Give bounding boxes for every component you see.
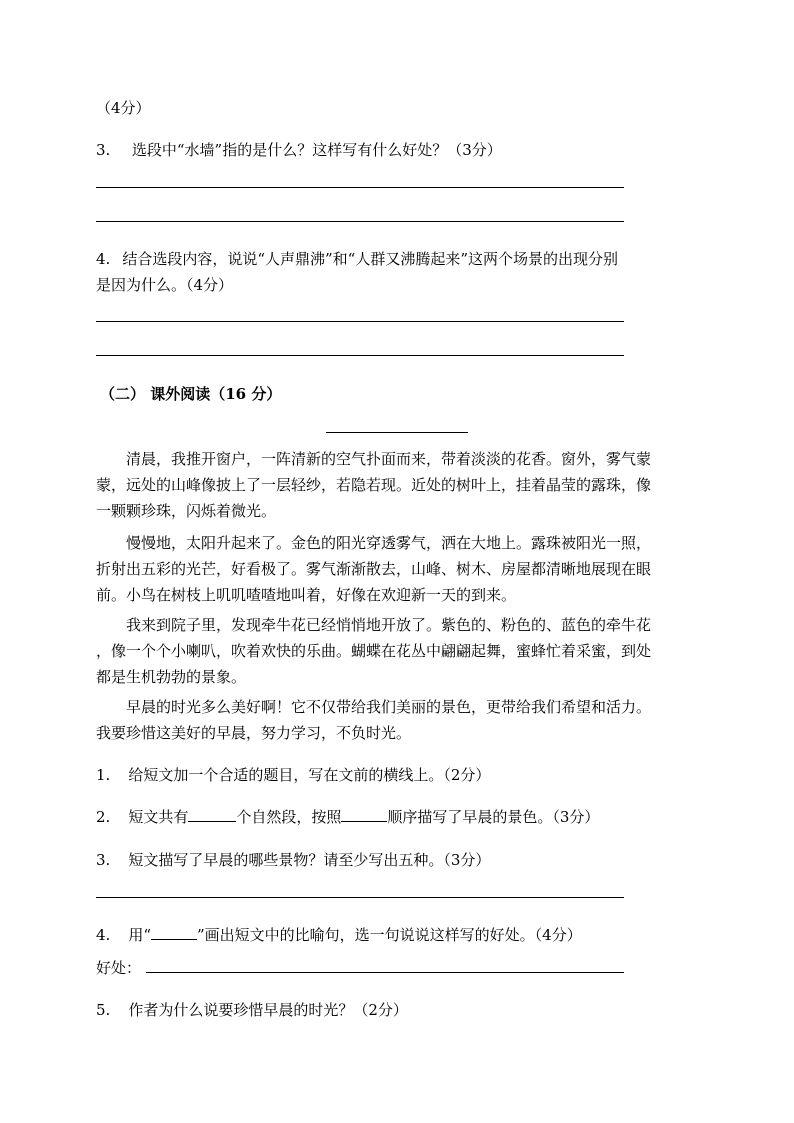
passage-line: 早晨的时光多么美好啊！它不仅带给我们美丽的景色，更带给我们希望和活力。 [126,698,652,716]
fill-blank-order[interactable] [341,806,387,822]
prev-question-score: （4分） [96,99,151,117]
answer-line[interactable] [96,321,624,322]
answer-line[interactable] [96,221,624,222]
passage-line: 清晨，我推开窗户，一阵清新的空气扑面而来，带着淡淡的花香。窗外，雾气蒙 [126,450,652,468]
question-text: 给短文加一个合适的题目，写在文前的横线上。（2分） [128,766,491,784]
passage-line: 我要珍惜这美好的早晨，努力学习，不负时光。 [96,724,412,742]
passage-line: 都是生机勃勃的景象。 [96,668,247,686]
reading-question-5 [96,999,408,1020]
question-text-line1: 结合选段内容，说说“人声鼎沸”和“人群又沸腾起来”这两个场景的出现分别 [122,250,618,268]
fill-blank-paragraph-count[interactable] [188,806,236,822]
question-text: 作者为什么说要珍惜早晨的时光？（2分） [128,1001,408,1019]
passage-paragraph-2 [96,530,696,608]
section-title: （二） 课外阅读（16 分） [100,385,282,403]
question-text-b: ”画出短文中的比喻句，选一句说说这样写的好处。（4分） [196,926,582,944]
passage-line: 我来到院子里，发现牵牛花已经悄悄地开放了。紫色的、粉色的、蓝色的牵牛花 [126,616,652,634]
question-text-c: 顺序描写了早晨的景色。（3分） [387,808,600,826]
passage-paragraph-3 [96,612,696,690]
question-number: 1. [96,766,111,784]
question-number: 4. [96,250,111,268]
question-text: 选段中“水墙”指的是什么？这样写有什么好处？（3分） [131,141,502,159]
reading-question-2 [96,806,599,827]
question-number: 2. [96,808,111,826]
passage-line: 折射出五彩的光芒，好看极了。雾气渐渐散去，山峰、树木、房屋都清晰地展现在眼 [96,560,652,578]
underline-sample [151,924,197,940]
question-text-a: 用“ [128,926,151,944]
passage-title-blank[interactable] [326,432,468,433]
question-text: 短文描写了早晨的哪些景物？请至少写出五种。（3分） [128,851,491,869]
question-number: 3. [96,141,111,159]
question-text-b: 个自然段，按照 [236,808,342,826]
reading-question-3 [96,849,490,870]
question-text-a: 短文共有 [128,808,189,826]
passage-line: ，像一个个小喇叭，吹着欢快的乐曲。蝴蝶在花丛中翩翩起舞，蜜蜂忙着采蜜，到处 [96,642,652,660]
answer-line[interactable] [146,972,624,973]
question-number: 5. [96,1001,111,1019]
passage-line: 慢慢地，太阳升起来了。金色的阳光穿透雾气，洒在大地上。露珠被阳光一照， [126,534,652,552]
question-number: 4. [96,926,111,944]
answer-line[interactable] [96,897,624,898]
passage-line: 蒙，远处的山峰像披上了一层轻纱，若隐若现。近处的树叶上，挂着晶莹的露珠，像 [96,476,652,494]
passage-paragraph-4 [96,694,696,746]
question-4 [96,246,696,298]
answer-label: 好处： [96,959,142,977]
answer-line[interactable] [96,187,624,188]
question-number: 3. [96,851,111,869]
answer-line[interactable] [96,355,624,356]
passage-line: 一颗颗珍珠，闪烁着微光。 [96,502,277,520]
reading-question-4 [96,924,582,945]
question-3 [96,139,502,160]
passage-line: 前。小鸟在树枝上叽叽喳喳地叫着，好像在欢迎新一天的到来。 [96,586,517,604]
passage-paragraph-1 [96,446,696,524]
reading-question-1 [96,764,490,785]
question-text-line2: 是因为什么。（4分） [96,276,234,294]
